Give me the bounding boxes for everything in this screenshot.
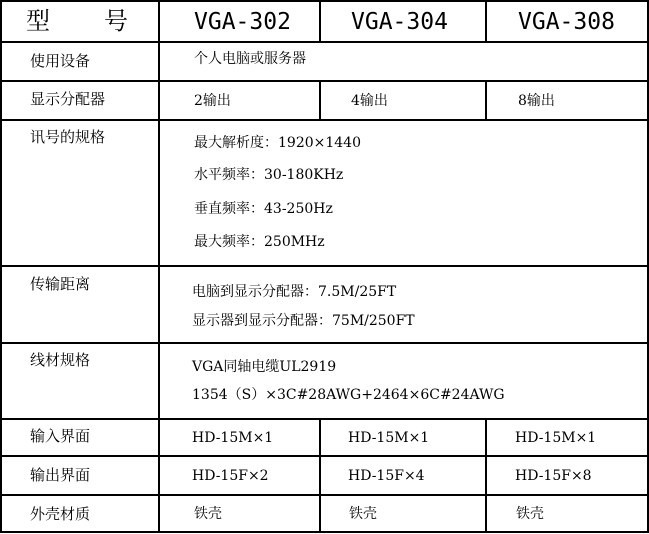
cable-line: 1354（S）×3C#28AWG+2464×6C#24AWG — [192, 387, 505, 403]
row-label-splitter: 显示分配器 — [30, 90, 106, 108]
model-header-char-2: 号 — [104, 7, 128, 35]
signal-spec-line: 最大解析度：1920×1440 — [194, 135, 361, 151]
model-column-divider — [485, 80, 487, 120]
row-label-distance: 传输距离 — [30, 275, 91, 293]
row-divider — [0, 41, 649, 43]
splitter-value: 4输出 — [351, 93, 388, 109]
input-value: HD-15M×1 — [348, 430, 430, 446]
model-column-divider — [319, 0, 321, 42]
material-value: 铁壳 — [516, 506, 544, 522]
model-header-char-1: 型 — [26, 7, 50, 35]
row-divider — [0, 455, 649, 457]
model-column-divider — [319, 418, 321, 533]
row-label-device: 使用设备 — [30, 52, 91, 70]
signal-spec-line: 水平频率：30-180KHz — [194, 167, 344, 183]
splitter-value: 2输出 — [194, 93, 231, 109]
model-name: VGA-302 — [194, 9, 291, 35]
cable-line: VGA同轴电缆UL2919 — [192, 359, 337, 375]
output-value: HD-15F×4 — [348, 468, 425, 484]
signal-spec-line: 垂直频率：43-250Hz — [194, 201, 333, 217]
input-value: HD-15M×1 — [515, 430, 597, 446]
distance-line: 电脑到显示分配器：7.5M/25FT — [192, 284, 397, 300]
output-value: HD-15F×2 — [192, 468, 269, 484]
splitter-value: 8输出 — [518, 93, 555, 109]
model-name: VGA-308 — [518, 9, 615, 35]
row-label-output: 输出界面 — [30, 466, 91, 484]
row-divider — [0, 119, 649, 121]
label-column-divider — [158, 0, 160, 533]
row-divider — [0, 342, 649, 344]
row-label-cable: 线材规格 — [30, 351, 91, 369]
model-column-divider — [485, 418, 487, 533]
input-value: HD-15M×1 — [192, 430, 274, 446]
model-name: VGA-304 — [351, 9, 448, 35]
row-divider — [0, 80, 649, 82]
row-divider — [0, 494, 649, 496]
material-value: 铁壳 — [194, 506, 222, 522]
distance-line: 显示器到显示分配器：75M/250FT — [192, 313, 415, 329]
table-border-bottom — [0, 531, 649, 533]
row-divider — [0, 265, 649, 267]
table-border-top — [0, 0, 649, 2]
row-label-signal: 讯号的规格 — [30, 128, 106, 146]
row-label-input: 输入界面 — [30, 427, 91, 445]
device-value: 个人电脑或服务器 — [194, 51, 306, 67]
model-column-divider — [485, 0, 487, 42]
material-value: 铁壳 — [349, 506, 377, 522]
row-label-material: 外壳材质 — [30, 505, 91, 523]
table-border-left — [0, 0, 2, 533]
model-column-divider — [319, 80, 321, 120]
signal-spec-line: 最大频率：250MHz — [194, 234, 325, 250]
row-divider — [0, 418, 649, 420]
output-value: HD-15F×8 — [515, 468, 592, 484]
